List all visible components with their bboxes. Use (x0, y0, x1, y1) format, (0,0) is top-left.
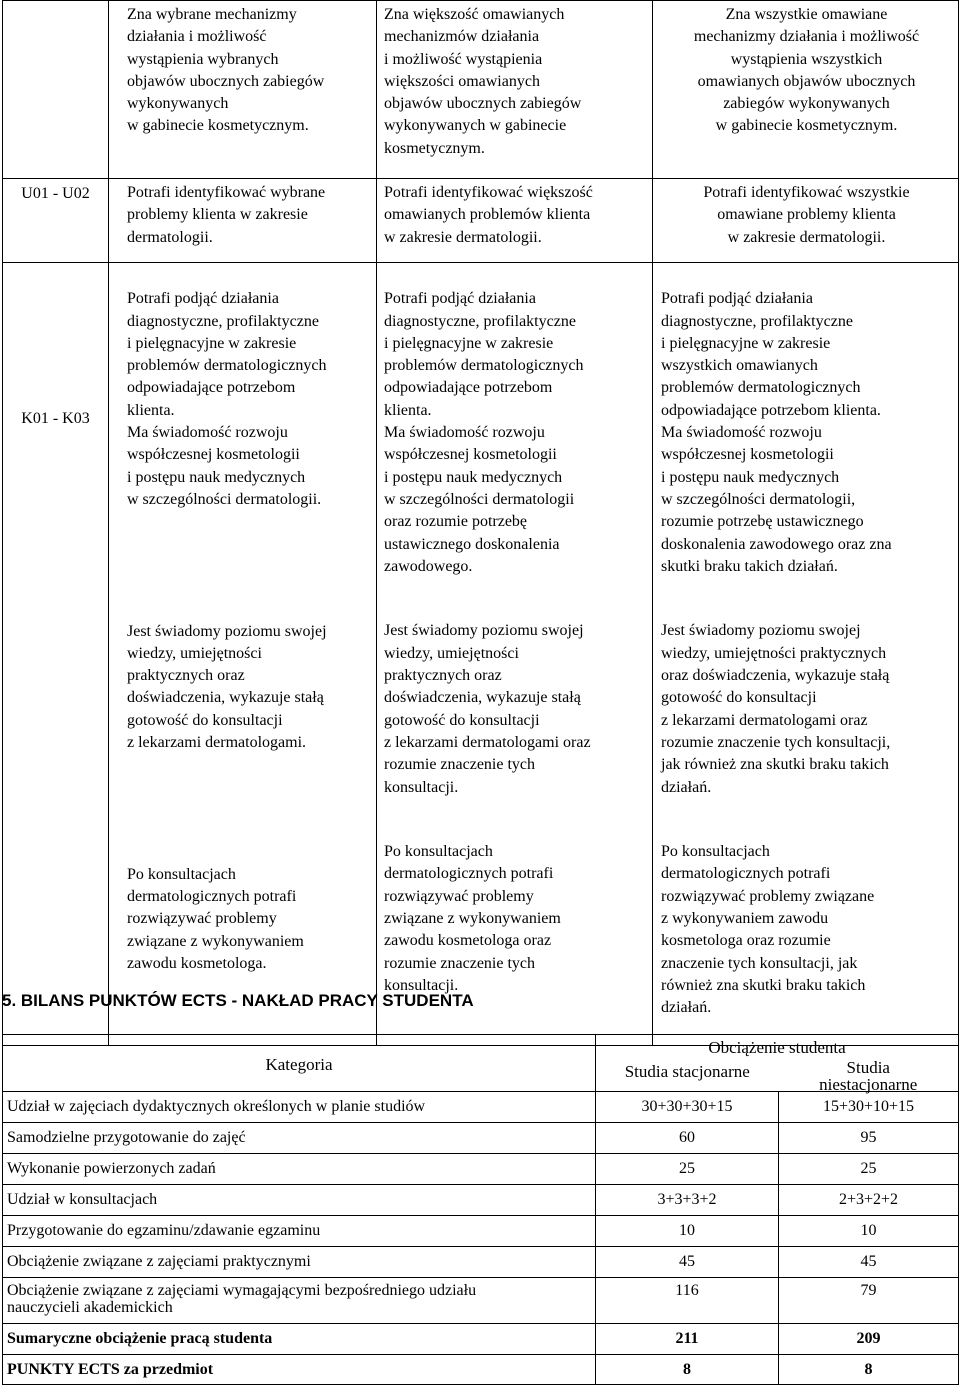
ects-row-label: Udział w zajęciach dydaktycznych określonych w planie studiów (3, 1092, 596, 1123)
category-header (3, 1035, 596, 1092)
ects-row-nonstationary: 95 (779, 1123, 959, 1154)
ects-total-stationary: 211 (596, 1324, 779, 1355)
stationary-header: Studia stacjonarne (624, 1062, 750, 1081)
nonstationary-header-line2: niestacjonarne (819, 1075, 918, 1094)
mode-headers (596, 1057, 958, 1094)
grade-5-cell (653, 1, 959, 179)
category-header-label: Kategoria (265, 1055, 333, 1074)
effects-row-competences (3, 263, 959, 1046)
ects-points-nonstationary: 8 (779, 1355, 959, 1385)
ects-row-nonstationary: 15+30+10+15 (779, 1092, 959, 1123)
effect-code: U01 - U02 (3, 179, 109, 263)
ects-row-stationary: 116 (596, 1278, 779, 1324)
effect-code (3, 1, 109, 179)
criterion-text: Zna wszystkie omawiane mechanizmy działania i możliwość wystąpienia wszystkich omawianych objawów ubocznych zabiegów wykonywanych w gabinecie kosmetycznym. (693, 6, 920, 135)
load-header-label: Obciążenie studenta (708, 1038, 846, 1057)
ects-header-row (3, 1035, 959, 1092)
criterion-text: Potrafi identyfikować wszystkie omawiane problemy klienta w zakresie dermatologii. (703, 184, 910, 246)
criterion-text: Po konsultacjach dermatologicznych potrafi rozwiązywać problemy związane z wykonywaniem zawodu kosmetologa oraz rozumie znaczenie tych konsultacji. (384, 843, 561, 994)
load-header (596, 1035, 959, 1092)
ects-row (3, 1123, 959, 1154)
ects-row-stationary: 30+30+30+15 (596, 1092, 779, 1123)
criterion-text: Potrafi podjąć działania diagnostyczne, profilaktyczne i pielęgnacyjne w zakresie problemów dermatologicznych odpowiadające potrzebom klienta. Ma świadomość rozwoju współczesnej kosmetologii i postępu nauk medycznych w szczególności dermatologii oraz rozumie potrzebę ustawicznego doskonalenia zawodowego. (384, 290, 584, 575)
ects-row-nonstationary: 45 (779, 1247, 959, 1278)
ects-row-stationary: 25 (596, 1154, 779, 1185)
ects-total-label: Sumaryczne obciążenie pracą studenta (3, 1324, 596, 1355)
grade-3-cell (109, 179, 377, 263)
grade-4-cell (377, 263, 653, 1046)
ects-points-row (3, 1355, 959, 1385)
ects-row-nonstationary: 2+3+2+2 (779, 1185, 959, 1216)
ects-points-label: PUNKTY ECTS za przedmiot (3, 1355, 596, 1385)
ects-row-label: Wykonanie powierzonych zadań (3, 1154, 596, 1185)
ects-row (3, 1092, 959, 1123)
criterion-text: Potrafi identyfikować większość omawianych problemów klienta w zakresie dermatologii. (384, 184, 593, 246)
ects-row-label: Samodzielne przygotowanie do zajęć (3, 1123, 596, 1154)
ects-row-stationary: 10 (596, 1216, 779, 1247)
ects-row (3, 1185, 959, 1216)
grade-4-cell (377, 179, 653, 263)
ects-row-label: Przygotowanie do egzaminu/zdawanie egzaminu (3, 1216, 596, 1247)
grade-5-cell (653, 179, 959, 263)
ects-total-nonstationary: 209 (779, 1324, 959, 1355)
effect-code: K01 - K03 (3, 263, 109, 1046)
section-title: 5. BILANS PUNKTÓW ECTS - NAKŁAD PRACY STUDENTA (2, 991, 474, 1010)
grade-3-cell (109, 1, 377, 179)
learning-effects-table (2, 0, 959, 1046)
ects-row-nonstationary: 10 (779, 1216, 959, 1247)
grade-5-cell (653, 263, 959, 1046)
effects-row-skills (3, 179, 959, 263)
criterion-text: Jest świadomy poziomu swojej wiedzy, umiejętności praktycznych oraz doświadczenia, wykazuje stałą gotowość do konsultacji z lekarzami dermatologami oraz rozumie znaczenie tych konsultacji. (384, 622, 591, 796)
criterion-text: Po konsultacjach dermatologicznych potrafi rozwiązywać problemy związane z wykonywaniem zawodu kosmetologa. (127, 865, 304, 972)
ects-row (3, 1278, 959, 1324)
criterion-text: Zna wybrane mechanizmy działania i możliwość wystąpienia wybranych objawów ubocznych zabiegów wykonywanych w gabinecie kosmetycznym. (127, 6, 325, 135)
ects-row (3, 1154, 959, 1185)
effects-row-knowledge (3, 1, 959, 179)
ects-row-label: Obciążenie związane z zajęciami wymagającymi bezpośredniego udziału nauczycieli akademickich (3, 1278, 596, 1324)
ects-row (3, 1247, 959, 1278)
criterion-text: Potrafi podjąć działania diagnostyczne, profilaktyczne i pielęgnacyjne w zakresie wszystkich omawianych problemów dermatologicznych odpowiadające potrzebom klienta. Ma świadomość rozwoju współczesnej kosmetologii i postępu nauk medycznych w szczególności dermatologii, rozumie potrzebę ustawicznego doskonalenia zawodowego oraz zna skutki braku takich działań. (661, 290, 892, 575)
ects-total-row (3, 1324, 959, 1355)
ects-row-stationary: 45 (596, 1247, 779, 1278)
criterion-text: Jest świadomy poziomu swojej wiedzy, umiejętności praktycznych oraz doświadczenia, wykazuje stałą gotowość do konsultacji z lekarzami dermatologami. (127, 622, 327, 752)
ects-row-nonstationary: 79 (779, 1278, 959, 1324)
nonstationary-header (779, 1057, 959, 1094)
nonstationary-header-line1: Studia (846, 1058, 890, 1077)
criterion-text: Potrafi identyfikować wybrane problemy klienta w zakresie dermatologii. (127, 184, 326, 246)
ects-balance-table (2, 1034, 959, 1385)
ects-row-nonstationary: 25 (779, 1154, 959, 1185)
criterion-text: Po konsultacjach dermatologicznych potrafi rozwiązywać problemy związane z wykonywaniem zawodu kosmetologa oraz rozumie znaczenie tych konsultacji, jak również zna skutki braku takich działań. (661, 843, 875, 1017)
criterion-text: Jest świadomy poziomu swojej wiedzy, umiejętności praktycznych oraz doświadczenia, wykazuje stałą gotowość do konsultacji z lekarzami dermatologami oraz rozumie znaczenie tych konsultacji, jak również zna skutki braku takich działań. (661, 622, 891, 796)
ects-row-label: Obciążenie związane z zajęciami praktycznymi (3, 1247, 596, 1278)
criterion-text: Potrafi podjąć działania diagnostyczne, profilaktyczne i pielęgnacyjne w zakresie problemów dermatologicznych odpowiadające potrzebom klienta. Ma świadomość rozwoju współczesnej kosmetologii i postępu nauk medycznych w szczególności dermatologii. (127, 290, 327, 508)
ects-row-stationary: 60 (596, 1123, 779, 1154)
grade-4-cell (377, 1, 653, 179)
ects-points-stationary: 8 (596, 1355, 779, 1385)
grade-3-cell (109, 263, 377, 1046)
ects-row-stationary: 3+3+3+2 (596, 1185, 779, 1216)
ects-row (3, 1216, 959, 1247)
criterion-text: Zna większość omawianych mechanizmów działania i możliwość wystąpienia większości omawianych objawów ubocznych zabiegów wykonywanych w gabinecie kosmetycznym. (384, 6, 582, 157)
ects-row-label: Udział w konsultacjach (3, 1185, 596, 1216)
